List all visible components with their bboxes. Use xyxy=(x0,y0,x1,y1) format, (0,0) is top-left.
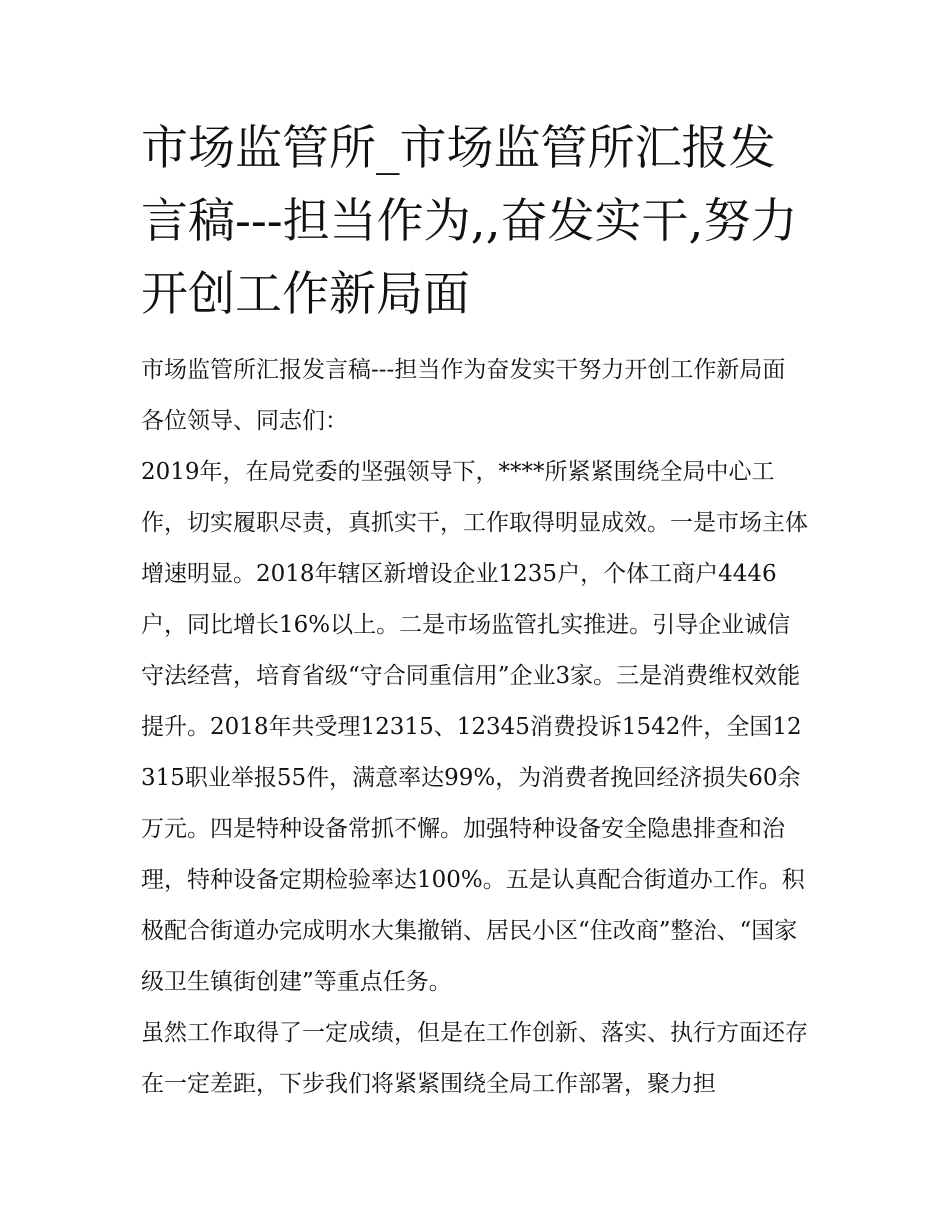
document-body xyxy=(141,112,813,1110)
document-title: 市场监管所_市场监管所汇报发言稿---担当作为,,奋发实干,努力开创工作新局面 xyxy=(141,121,798,322)
paragraph-shortcomings: 虽然工作取得了一定成绩，但是在工作创新、落实、执行方面还存在一定差距，下步我们将紧紧围绕全局工作部署，聚力担 xyxy=(141,1020,808,1097)
paragraph-achievements: 2019年，在局党委的坚强领导下，****所紧紧围绕全局中心工作，切实履职尽责，真抓实干，工作取得明显成效。一是市场主体增速明显。2018年辖区新增设企业1235户，个体工商户4446户，同比增长16%以上。二是市场监管扎实推进。引导企业诚信守法经营，培育省级“守合同重信用”企业3家。三是消费维权效能提升。2018年共受理12315、12345消费投诉1542件，全国12315职业举报55件，满意率达99%，为消费者挽回经济损失60余万元。四是特种设备常抓不懈。加强特种设备安全隐患排查和治理，特种设备定期检验率达100%。五是认真配合街道办工作。积极配合街道办完成明水大集撤销、居民小区“住改商”整治、“国家级卫生镇街创建”等重点任务。 xyxy=(141,459,808,995)
paragraph-greeting: 市场监管所汇报发言稿---担当作为奋发实干努力开创工作新局面 各位领导、同志们： xyxy=(141,357,786,434)
